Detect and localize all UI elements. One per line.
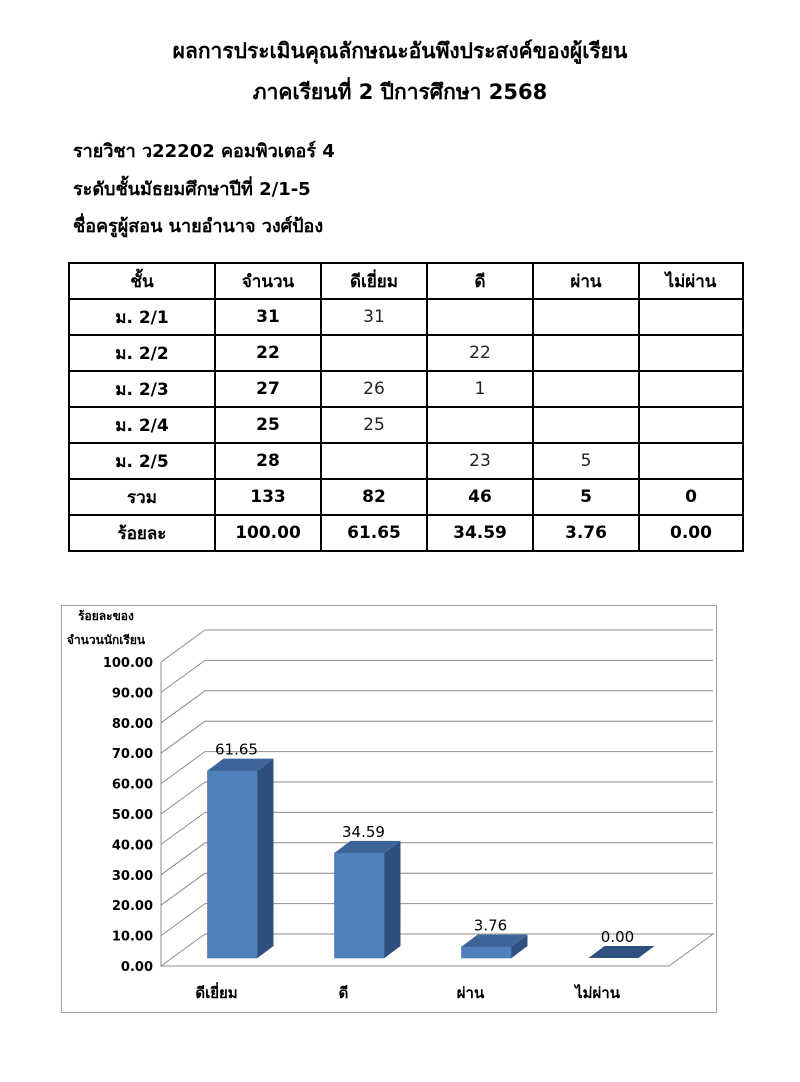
cell-class: ม. 2/4 (69, 407, 215, 443)
cell-fail (639, 407, 743, 443)
cell-total-excellent: 82 (321, 479, 427, 515)
x-tick-label: ดี (338, 984, 349, 1002)
bar (589, 946, 655, 958)
y-tick-label: 20.00 (111, 899, 153, 915)
page-title: ผลการประเมินคุณลักษณะอันพึงประสงค์ของผู้เรียน (172, 39, 628, 63)
chart-frame (61, 605, 717, 1013)
cell-class: ม. 2/3 (69, 371, 215, 407)
gridline-depth (161, 904, 205, 936)
table-row (69, 299, 743, 335)
cell-good: 23 (427, 443, 533, 479)
gridline-depth (161, 630, 205, 662)
y-tick-label: 30.00 (111, 868, 153, 884)
cell-class: ม. 2/5 (69, 443, 215, 479)
cell-class: ม. 2/2 (69, 335, 215, 371)
total-row (69, 479, 743, 515)
table-row (69, 371, 743, 407)
data-label: 34.59 (342, 822, 385, 841)
header-fail: ไม่ผ่าน (639, 263, 743, 299)
cell-total-fail: 0 (639, 479, 743, 515)
cell-percent-label: ร้อยละ (69, 515, 215, 551)
bar-front (462, 947, 512, 958)
y-tick-label: 90.00 (111, 686, 153, 702)
x-tick-label: ผ่าน (456, 984, 485, 1002)
header-good: ดี (427, 263, 533, 299)
bar (208, 759, 274, 958)
data-label: 3.76 (473, 916, 508, 935)
gridline-depth (161, 812, 205, 844)
cell-count: 31 (215, 299, 321, 335)
x-tick-label: ไม่ผ่าน (575, 984, 620, 1002)
header-excellent: ดีเยี่ยม (321, 263, 427, 299)
bar-chart (62, 606, 716, 1012)
cell-excellent: 26 (321, 371, 427, 407)
cell-total-label: รวม (69, 479, 215, 515)
cell-percent-excellent: 61.65 (321, 515, 427, 551)
header-count: จำนวน (215, 263, 321, 299)
gridline-depth (161, 660, 205, 692)
bar-front (335, 853, 385, 958)
data-label: 0.00 (600, 928, 635, 946)
cell-fail (639, 299, 743, 335)
y-tick-label: 100.00 (102, 656, 153, 671)
page-subtitle: ภาคเรียนที่ 2 ปีการศึกษา 2568 (252, 80, 548, 104)
header-pass: ผ่าน (533, 263, 639, 299)
cell-pass (533, 407, 639, 443)
percent-row (69, 515, 743, 551)
cell-good (427, 299, 533, 335)
y-tick-label: 70.00 (111, 747, 153, 763)
table-row (69, 335, 743, 371)
cell-total-count: 133 (215, 479, 321, 515)
cell-good: 1 (427, 371, 533, 407)
x-tick-label: ดีเยี่ยม (195, 984, 238, 1002)
y-tick-label: 0.00 (120, 960, 153, 975)
cell-excellent: 25 (321, 407, 427, 443)
cell-good: 22 (427, 335, 533, 371)
gridline-depth (161, 843, 205, 875)
y-tick-label: 50.00 (111, 808, 153, 823)
table-row (69, 443, 743, 479)
subject-line: รายวิชา ว22202 คอมพิวเตอร์ 4 (73, 141, 335, 162)
y-tick-label: 40.00 (111, 838, 153, 854)
summary-table (68, 262, 744, 552)
cell-percent-pass: 3.76 (533, 515, 639, 551)
header-class: ชั้น (69, 263, 215, 299)
cell-pass (533, 371, 639, 407)
cell-pass: 5 (533, 443, 639, 479)
cell-percent-good: 34.59 (427, 515, 533, 551)
bar-top (589, 946, 655, 958)
cell-fail (639, 371, 743, 407)
bar (335, 841, 401, 958)
cell-count: 25 (215, 407, 321, 443)
cell-class: ม. 2/1 (69, 299, 215, 335)
cell-percent-fail: 0.00 (639, 515, 743, 551)
level-line: ระดับชั้นมัธยมศึกษาปีที่ 2/1-5 (73, 179, 311, 200)
cell-count: 22 (215, 335, 321, 371)
y-axis-label-line2: จำนวนนักเรียน (66, 633, 146, 647)
teacher-line: ชื่อครูผู้สอน นายอำนาจ วงศ์ป้อง (73, 216, 324, 237)
data-label: 61.65 (215, 740, 258, 759)
cell-excellent: 31 (321, 299, 427, 335)
cell-count: 27 (215, 371, 321, 407)
cell-fail (639, 443, 743, 479)
gridline-depth (161, 691, 205, 723)
bar-side (258, 759, 274, 958)
y-tick-label: 60.00 (111, 777, 153, 793)
y-tick-label: 80.00 (111, 716, 153, 732)
gridline-depth (161, 752, 205, 784)
gridline-depth (161, 721, 205, 753)
cell-total-good: 46 (427, 479, 533, 515)
gridline-depth (161, 782, 205, 814)
bar-side (385, 841, 401, 958)
gridline-depth (161, 873, 205, 905)
cell-excellent (321, 443, 427, 479)
cell-pass (533, 299, 639, 335)
cell-count: 28 (215, 443, 321, 479)
y-tick-label: 10.00 (111, 929, 153, 945)
bar (462, 935, 528, 958)
cell-pass (533, 335, 639, 371)
cell-excellent (321, 335, 427, 371)
cell-total-pass: 5 (533, 479, 639, 515)
table-row (69, 407, 743, 443)
cell-good (427, 407, 533, 443)
table-header-row (69, 263, 743, 299)
cell-fail (639, 335, 743, 371)
cell-percent-count: 100.00 (215, 515, 321, 551)
y-axis-label-line1: ร้อยละของ (78, 609, 134, 623)
bar-front (208, 771, 258, 958)
